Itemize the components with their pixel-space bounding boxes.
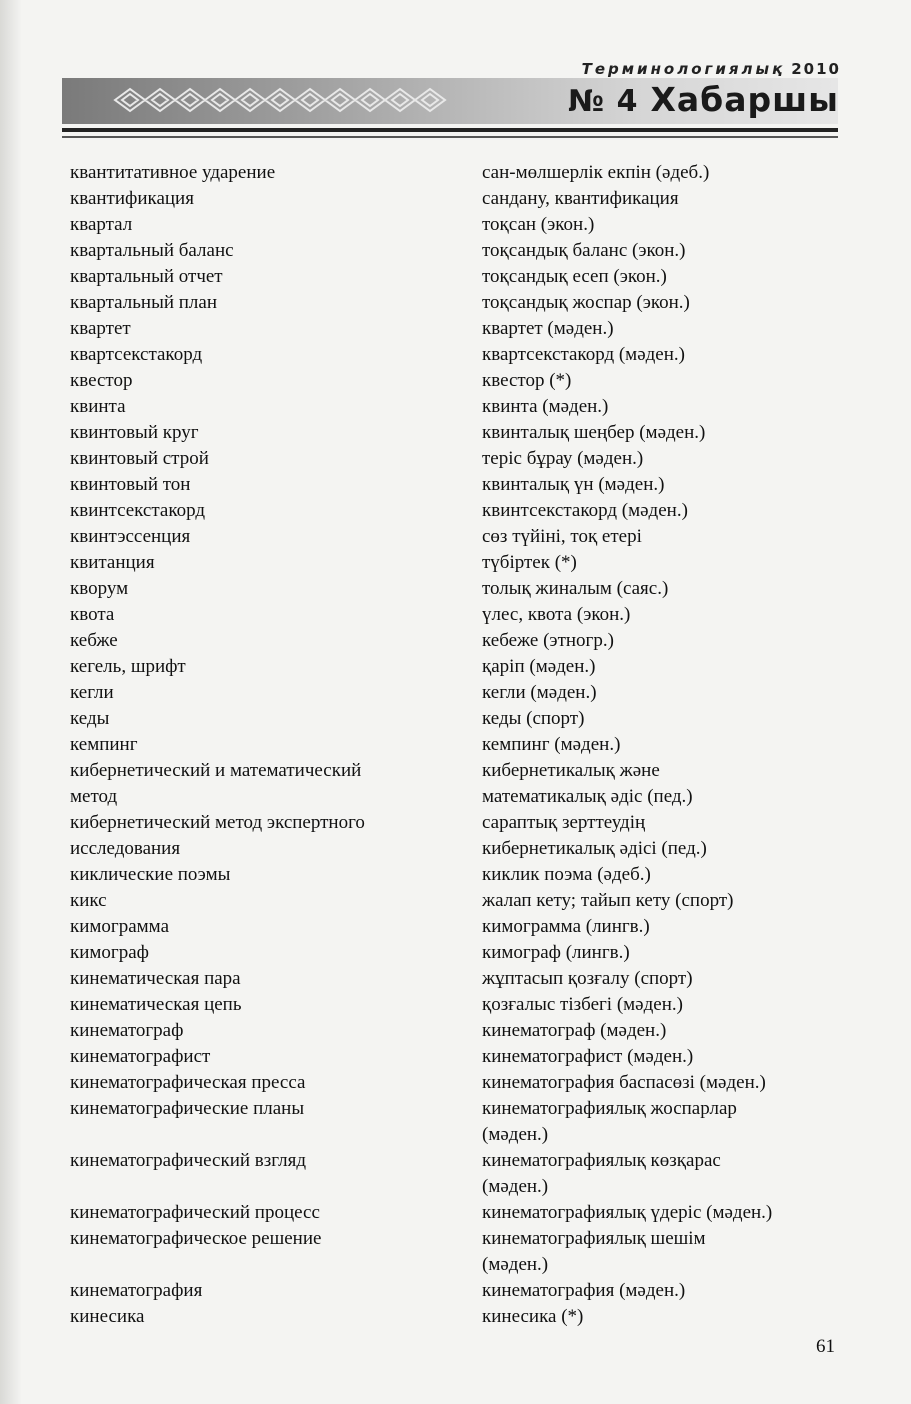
term-kz: жалап кету; тайып кету (спорт) xyxy=(482,890,734,911)
term-kz: тоқсан (экон.) xyxy=(482,214,595,235)
term-ru: кегли xyxy=(70,682,114,703)
term-kz: кинематографист (мәден.) xyxy=(482,1046,694,1067)
term-ru: кебже xyxy=(70,630,118,651)
term-ru: кинематографический процесс xyxy=(70,1202,320,1223)
page-number: 61 xyxy=(816,1336,835,1357)
term-kz: (мәден.) xyxy=(482,1176,549,1197)
term-kz: киклик поэма (әдеб.) xyxy=(482,864,651,885)
term-ru: кинесика xyxy=(70,1306,145,1327)
term-kz: математикалық әдіс (пед.) xyxy=(482,786,693,807)
term-kz: толық жиналым (саяс.) xyxy=(482,578,669,599)
term-ru: кинематографист xyxy=(70,1046,211,1067)
term-ru: кворум xyxy=(70,578,129,599)
term-ru: кинематическая цепь xyxy=(70,994,242,1015)
term-kz: кинематографиялық үдеріс (мәден.) xyxy=(482,1202,773,1223)
kazakh-terms-column xyxy=(482,160,842,1330)
term-kz: кимограф (лингв.) xyxy=(482,942,630,963)
term-kz: кемпинг (мәден.) xyxy=(482,734,621,755)
term-ru: квантитативное ударение xyxy=(70,162,276,183)
term-kz: тоқсандық есеп (экон.) xyxy=(482,266,667,287)
term-ru xyxy=(70,1252,450,1278)
term-kz: сөз түйіні, тоқ етері xyxy=(482,526,642,547)
term-kz: квинталық үн (мәден.) xyxy=(482,474,665,495)
term-ru: кинематическая пара xyxy=(70,968,241,989)
term-ru: квота xyxy=(70,604,115,625)
term-kz: квинта (мәден.) xyxy=(482,396,609,417)
journal-year: 2010 xyxy=(791,60,841,78)
term-kz: тоқсандық жоспар (экон.) xyxy=(482,292,690,313)
term-kz: кинематография (мәден.) xyxy=(482,1280,686,1301)
journal-name: Терминологиялық xyxy=(581,60,786,78)
ornament-pattern-icon xyxy=(110,85,470,115)
term-ru: квинтовый тон xyxy=(70,474,191,495)
term-ru: кикс xyxy=(70,890,107,911)
term-kz: (мәден.) xyxy=(482,1254,549,1275)
term-ru: кинематографический взгляд xyxy=(70,1150,306,1171)
term-ru: квинтовый строй xyxy=(70,448,209,469)
term-kz: кинематографиялық көзқарас xyxy=(482,1150,721,1171)
term-ru: киклические поэмы xyxy=(70,864,231,885)
term-ru: кибернетический и математический xyxy=(70,760,362,781)
term-ru: кеды xyxy=(70,708,110,729)
term-kz: түбіртек (*) xyxy=(482,552,577,573)
term-kz: квинтсекстакорд (мәден.) xyxy=(482,500,688,521)
header-rule-thick xyxy=(62,128,838,132)
term-kz: (мәден.) xyxy=(482,1124,549,1145)
term-kz: кинесика (*) xyxy=(482,1306,584,1327)
term-kz: квинталық шеңбер (мәден.) xyxy=(482,422,706,443)
page-edge-shadow xyxy=(0,0,22,1404)
term-ru: квестор xyxy=(70,370,133,391)
issue-number: № 4 xyxy=(568,84,639,119)
term-kz: тоқсандық баланс (экон.) xyxy=(482,240,686,261)
russian-terms-column xyxy=(70,160,450,1330)
term-ru: кегель, шрифт xyxy=(70,656,186,677)
term-ru: кинематографическое решение xyxy=(70,1228,322,1249)
term-kz: квестор (*) xyxy=(482,370,572,391)
term-kz: үлес, квота (экон.) xyxy=(482,604,631,625)
term-ru xyxy=(70,1174,450,1200)
bulletin-title: Хабаршы xyxy=(650,80,839,119)
term-kz: кеды (спорт) xyxy=(482,708,585,729)
term-kz: кинематография баспасөзі (мәден.) xyxy=(482,1072,766,1093)
term-ru: исследования xyxy=(70,838,181,859)
term-ru: квантификация xyxy=(70,188,194,209)
term-kz: сараптық зерттеудің xyxy=(482,812,646,833)
term-kz: кинематографиялық жоспарлар xyxy=(482,1098,737,1119)
term-ru: кимограф xyxy=(70,942,149,963)
term-ru xyxy=(70,1122,450,1148)
term-kz: теріс бұрау (мәден.) xyxy=(482,448,644,469)
term-kz: сан-мөлшерлік екпін (әдеб.) xyxy=(482,162,710,183)
term-kz: қаріп (мәден.) xyxy=(482,656,596,677)
term-ru: кинематограф xyxy=(70,1020,184,1041)
term-kz: квартсекстакорд (мәден.) xyxy=(482,344,685,365)
term-kz: квартет (мәден.) xyxy=(482,318,614,339)
term-ru: метод xyxy=(70,786,118,807)
term-kz: кимограмма (лингв.) xyxy=(482,916,650,937)
term-ru: кинематография xyxy=(70,1280,203,1301)
term-ru: квартальный баланс xyxy=(70,240,234,261)
term-ru: кимограмма xyxy=(70,916,169,937)
term-ru: квартет xyxy=(70,318,131,339)
term-ru: кинематографические планы xyxy=(70,1098,305,1119)
term-ru: квинтэссенция xyxy=(70,526,191,547)
term-kz: жұптасып қозғалу (спорт) xyxy=(482,968,693,989)
term-kz: кинематографиялық шешім xyxy=(482,1228,706,1249)
term-ru: кемпинг xyxy=(70,734,138,755)
term-kz: кибернетикалық және xyxy=(482,760,660,781)
term-ru: кинематографическая пресса xyxy=(70,1072,306,1093)
issue-heading xyxy=(568,80,839,119)
term-kz: кинематограф (мәден.) xyxy=(482,1020,667,1041)
term-ru: квартсекстакорд xyxy=(70,344,203,365)
header-rule-thin xyxy=(62,136,838,138)
term-ru: квартальный план xyxy=(70,292,218,313)
term-kz: кебеже (этногр.) xyxy=(482,630,614,651)
term-kz: қозғалыс тізбегі (мәден.) xyxy=(482,994,683,1015)
term-kz: кегли (мәден.) xyxy=(482,682,597,703)
term-ru: квинтовый круг xyxy=(70,422,199,443)
term-ru: квартальный отчет xyxy=(70,266,223,287)
term-kz: кибернетикалық әдісі (пед.) xyxy=(482,838,707,859)
term-ru: кибернетический метод экспертного xyxy=(70,812,365,833)
term-ru: квартал xyxy=(70,214,133,235)
term-ru: квинтсекстакорд xyxy=(70,500,206,521)
term-ru: квитанция xyxy=(70,552,155,573)
journal-title xyxy=(582,60,841,78)
term-kz: сандану, квантификация xyxy=(482,188,679,209)
term-ru: квинта xyxy=(70,396,126,417)
